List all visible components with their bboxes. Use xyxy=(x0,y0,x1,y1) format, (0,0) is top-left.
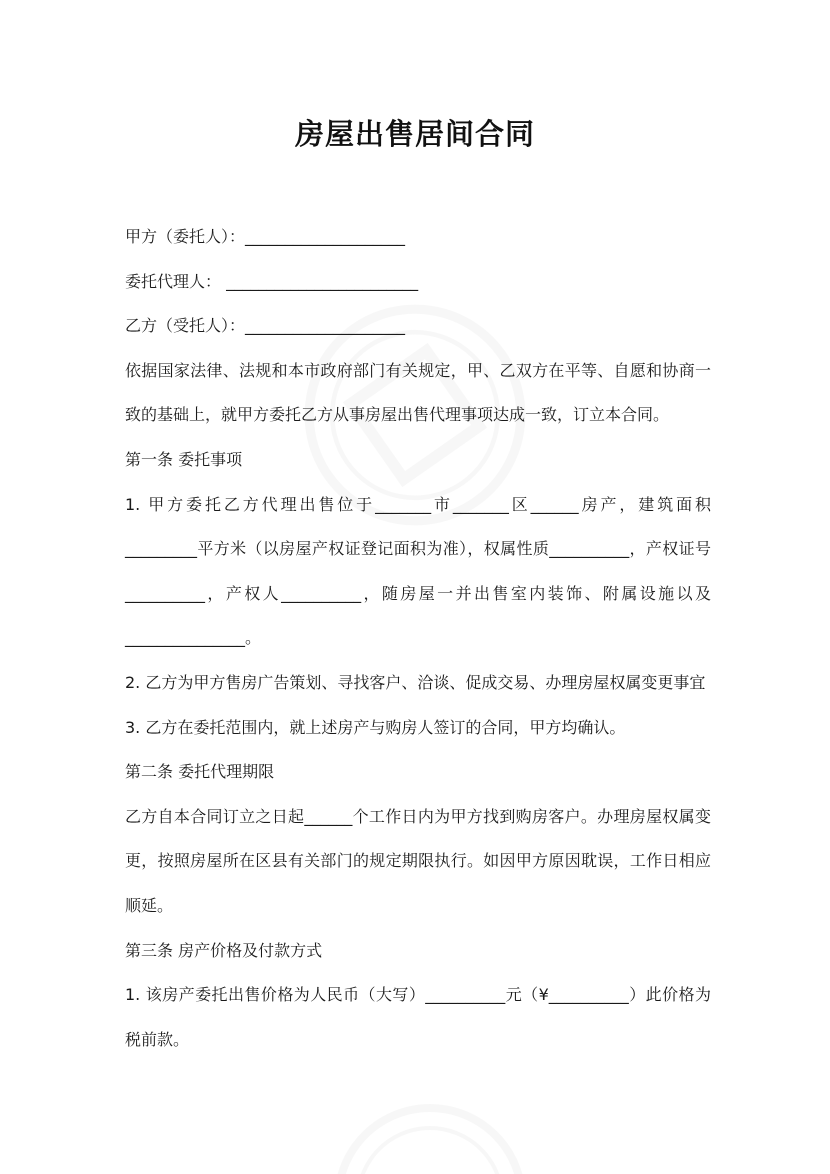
article-1-item-2: 2. 乙方为甲方售房广告策划、寻找客户、洽谈、促成交易、办理房屋权属变更事宜 xyxy=(125,672,706,692)
preamble-paragraph: 依据国家法律、法规和本市政府部门有关规定，甲、乙双方在平等、自愿和协商一致的基础上，就甲方委托乙方从事房屋出售代理事项达成一致，订立本合同。 xyxy=(125,360,711,425)
party-a-line: 甲方（委托人）：____________________ xyxy=(125,227,406,246)
article-3-item-1: 1. 该房产委托出售价格为人民币（大写）__________元（¥__________）此价格为税前款。 xyxy=(125,985,711,1049)
agent-line: 委托代理人： ________________________ xyxy=(125,271,419,291)
article-1-item-1: 1. 甲方委托乙方代理出售位于_______市_______区______房产，建筑面积_________平方米（以房屋产权证登记面积为准），权属性质__________，产权证号__________，产权人__________，随房屋一并出售室内装饰、附属设施以及_______________。 xyxy=(125,494,711,648)
party-b-line: 乙方（受托人）：____________________ xyxy=(125,316,406,336)
article-2-heading: 第二条 委托代理期限 xyxy=(125,762,275,782)
contract-body xyxy=(125,215,711,1062)
watermark-seal-icon xyxy=(291,1061,570,1174)
article-3-heading: 第三条 房产价格及付款方式 xyxy=(125,940,323,960)
article-2-body: 乙方自本合同订立之日起______个工作日内为甲方找到购房客户。办理房屋权属变更，按照房屋所在区县有关部门的规定期限执行。如因甲方原因耽误，工作日相应顺延。 xyxy=(125,806,711,915)
article-1-heading: 第一条 委托事项 xyxy=(125,449,243,469)
document-title: 房屋出售居间合同 xyxy=(294,117,535,151)
article-1-item-3: 3. 乙方在委托范围内，就上述房产与购房人签订的合同，甲方均确认。 xyxy=(125,717,626,737)
